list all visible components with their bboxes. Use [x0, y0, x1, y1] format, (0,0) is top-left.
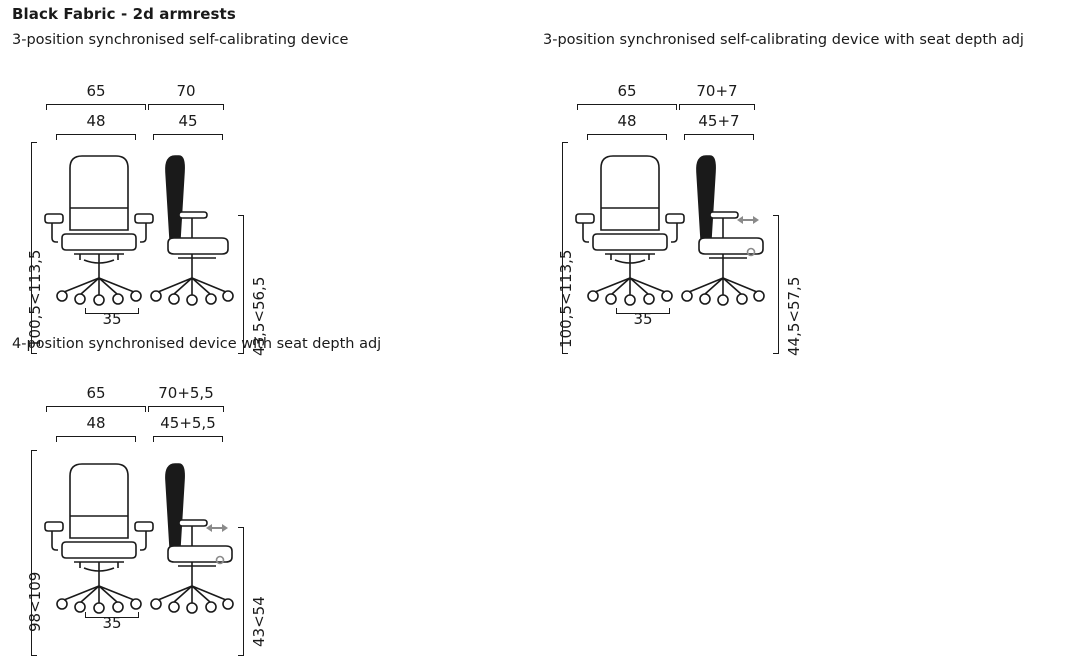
bracket-front-outer-2 — [577, 104, 677, 110]
dim-seat-height-3: 43<54 — [250, 596, 268, 647]
dim-seat-height-1: 43,5<56,5 — [250, 276, 268, 356]
dim-height-range-3: 98<109 — [26, 571, 44, 632]
dim-front-outer-3: 65 — [86, 384, 106, 402]
bracket-front-inner-1 — [56, 134, 136, 140]
dim-base-width-3: 35 — [102, 614, 122, 632]
bracket-seat-height-1 — [238, 215, 244, 354]
dim-front-inner-3: 48 — [86, 414, 106, 432]
dim-front-inner-2: 48 — [617, 112, 637, 130]
chair-side-view-3 — [148, 450, 244, 615]
dim-side-inner-1: 45 — [178, 112, 198, 130]
diagram-block-2 — [531, 60, 831, 356]
chair-front-view-1 — [44, 142, 154, 307]
dim-front-outer-1: 65 — [86, 82, 106, 100]
bracket-side-outer-3 — [148, 406, 224, 412]
dim-base-width-1: 35 — [102, 310, 122, 328]
bracket-front-inner-2 — [587, 134, 667, 140]
dim-side-inner-2: 45+7 — [698, 112, 740, 130]
dim-front-outer-2: 65 — [617, 82, 637, 100]
bracket-side-outer-1 — [148, 104, 224, 110]
chair-front-view-3 — [44, 450, 154, 615]
dim-side-outer-3: 70+5,5 — [158, 384, 214, 402]
bracket-side-inner-2 — [684, 134, 754, 140]
section-caption-1: 3-position synchronised self-calibrating device — [12, 32, 349, 48]
bracket-side-inner-1 — [153, 134, 223, 140]
dim-seat-height-2: 44,5<57,5 — [785, 276, 803, 356]
dim-side-outer-1: 70 — [176, 82, 196, 100]
chair-side-view-1 — [148, 142, 236, 307]
dim-height-range-2: 100,5<113,5 — [557, 249, 575, 348]
chair-side-view-2 — [679, 142, 775, 307]
dim-height-range-1: 100,5<113,5 — [26, 249, 44, 348]
section-caption-3: 4-position synchronised device with seat depth adj — [12, 336, 382, 352]
dim-side-inner-3: 45+5,5 — [160, 414, 216, 432]
dim-side-outer-2: 70+7 — [696, 82, 738, 100]
bracket-side-outer-2 — [679, 104, 755, 110]
bracket-front-inner-3 — [56, 436, 136, 442]
bracket-front-outer-1 — [46, 104, 146, 110]
bracket-front-outer-3 — [46, 406, 146, 412]
dim-base-width-2: 35 — [633, 310, 653, 328]
section-caption-2: 3-position synchronised self-calibrating device with seat depth adj — [543, 32, 1024, 48]
chair-front-view-2 — [575, 142, 685, 307]
diagram-block-3 — [0, 362, 300, 647]
page-title: Black Fabric - 2d armrests — [12, 5, 236, 23]
bracket-side-inner-3 — [153, 436, 223, 442]
dim-front-inner-1: 48 — [86, 112, 106, 130]
